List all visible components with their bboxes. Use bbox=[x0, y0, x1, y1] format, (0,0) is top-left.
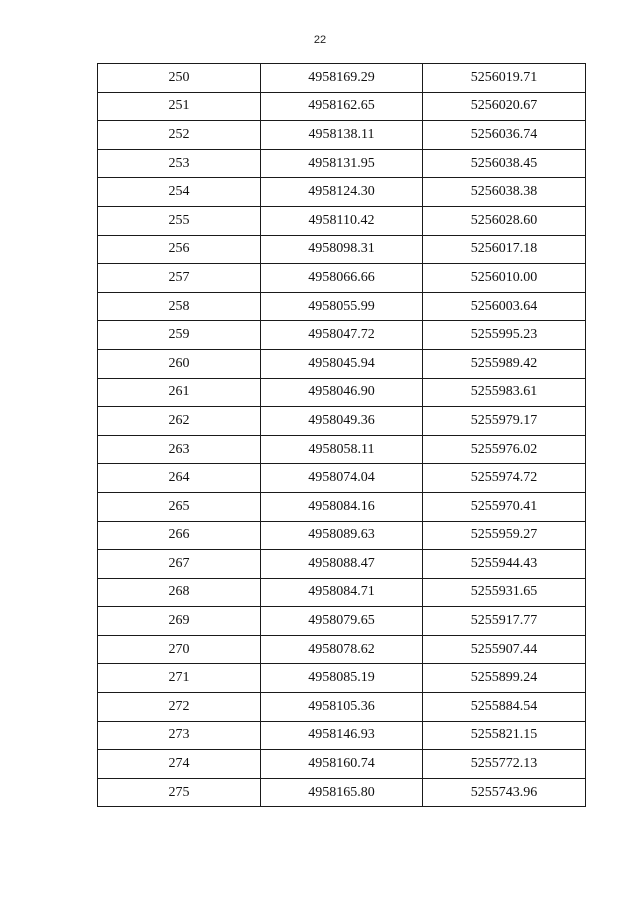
y-coordinate-cell: 5256003.64 bbox=[423, 292, 586, 321]
point-number-cell: 264 bbox=[98, 464, 261, 493]
y-coordinate-cell: 5255884.54 bbox=[423, 693, 586, 722]
x-coordinate-cell: 4958047.72 bbox=[261, 321, 423, 350]
table-row bbox=[98, 607, 586, 636]
y-coordinate-cell: 5256020.67 bbox=[423, 92, 586, 121]
y-coordinate-cell: 5255989.42 bbox=[423, 349, 586, 378]
table-row bbox=[98, 750, 586, 779]
x-coordinate-cell: 4958165.80 bbox=[261, 778, 423, 807]
point-number-cell: 270 bbox=[98, 635, 261, 664]
point-number-cell: 262 bbox=[98, 407, 261, 436]
x-coordinate-cell: 4958058.11 bbox=[261, 435, 423, 464]
y-coordinate-cell: 5255974.72 bbox=[423, 464, 586, 493]
y-coordinate-cell: 5255931.65 bbox=[423, 578, 586, 607]
table-row bbox=[98, 407, 586, 436]
point-number-cell: 266 bbox=[98, 521, 261, 550]
point-number-cell: 255 bbox=[98, 206, 261, 235]
y-coordinate-cell: 5255772.13 bbox=[423, 750, 586, 779]
y-coordinate-cell: 5255983.61 bbox=[423, 378, 586, 407]
point-number-cell: 259 bbox=[98, 321, 261, 350]
point-number-cell: 252 bbox=[98, 121, 261, 150]
x-coordinate-cell: 4958084.16 bbox=[261, 492, 423, 521]
table-row bbox=[98, 693, 586, 722]
point-number-cell: 256 bbox=[98, 235, 261, 264]
point-number-cell: 251 bbox=[98, 92, 261, 121]
point-number-cell: 267 bbox=[98, 550, 261, 579]
x-coordinate-cell: 4958084.71 bbox=[261, 578, 423, 607]
table-row bbox=[98, 378, 586, 407]
point-number-cell: 261 bbox=[98, 378, 261, 407]
y-coordinate-cell: 5255743.96 bbox=[423, 778, 586, 807]
x-coordinate-cell: 4958079.65 bbox=[261, 607, 423, 636]
x-coordinate-cell: 4958110.42 bbox=[261, 206, 423, 235]
point-number-cell: 253 bbox=[98, 149, 261, 178]
x-coordinate-cell: 4958131.95 bbox=[261, 149, 423, 178]
point-number-cell: 274 bbox=[98, 750, 261, 779]
point-number-cell: 265 bbox=[98, 492, 261, 521]
y-coordinate-cell: 5255970.41 bbox=[423, 492, 586, 521]
x-coordinate-cell: 4958055.99 bbox=[261, 292, 423, 321]
y-coordinate-cell: 5255821.15 bbox=[423, 721, 586, 750]
table-row bbox=[98, 264, 586, 293]
point-number-cell: 272 bbox=[98, 693, 261, 722]
x-coordinate-cell: 4958089.63 bbox=[261, 521, 423, 550]
y-coordinate-cell: 5256038.45 bbox=[423, 149, 586, 178]
table-row bbox=[98, 149, 586, 178]
y-coordinate-cell: 5255907.44 bbox=[423, 635, 586, 664]
y-coordinate-cell: 5255917.77 bbox=[423, 607, 586, 636]
y-coordinate-cell: 5255899.24 bbox=[423, 664, 586, 693]
point-number-cell: 257 bbox=[98, 264, 261, 293]
x-coordinate-cell: 4958045.94 bbox=[261, 349, 423, 378]
table-row bbox=[98, 492, 586, 521]
y-coordinate-cell: 5256036.74 bbox=[423, 121, 586, 150]
x-coordinate-cell: 4958138.11 bbox=[261, 121, 423, 150]
table-row bbox=[98, 778, 586, 807]
table-row bbox=[98, 235, 586, 264]
table-row bbox=[98, 206, 586, 235]
table-row bbox=[98, 664, 586, 693]
table-row bbox=[98, 92, 586, 121]
table-row bbox=[98, 349, 586, 378]
point-number-cell: 263 bbox=[98, 435, 261, 464]
coordinates-table-body bbox=[98, 64, 586, 807]
table-row bbox=[98, 578, 586, 607]
point-number-cell: 271 bbox=[98, 664, 261, 693]
y-coordinate-cell: 5255959.27 bbox=[423, 521, 586, 550]
x-coordinate-cell: 4958098.31 bbox=[261, 235, 423, 264]
table-row bbox=[98, 64, 586, 93]
x-coordinate-cell: 4958105.36 bbox=[261, 693, 423, 722]
y-coordinate-cell: 5256019.71 bbox=[423, 64, 586, 93]
coordinates-table bbox=[97, 63, 586, 807]
page-number: 22 bbox=[313, 34, 327, 46]
x-coordinate-cell: 4958049.36 bbox=[261, 407, 423, 436]
y-coordinate-cell: 5256028.60 bbox=[423, 206, 586, 235]
point-number-cell: 275 bbox=[98, 778, 261, 807]
table-row bbox=[98, 521, 586, 550]
table-row bbox=[98, 178, 586, 207]
point-number-cell: 258 bbox=[98, 292, 261, 321]
x-coordinate-cell: 4958085.19 bbox=[261, 664, 423, 693]
y-coordinate-cell: 5255944.43 bbox=[423, 550, 586, 579]
table-row bbox=[98, 464, 586, 493]
table-row bbox=[98, 321, 586, 350]
x-coordinate-cell: 4958088.47 bbox=[261, 550, 423, 579]
y-coordinate-cell: 5256010.00 bbox=[423, 264, 586, 293]
x-coordinate-cell: 4958046.90 bbox=[261, 378, 423, 407]
point-number-cell: 273 bbox=[98, 721, 261, 750]
y-coordinate-cell: 5256038.38 bbox=[423, 178, 586, 207]
table-row bbox=[98, 121, 586, 150]
x-coordinate-cell: 4958066.66 bbox=[261, 264, 423, 293]
x-coordinate-cell: 4958078.62 bbox=[261, 635, 423, 664]
table-row bbox=[98, 635, 586, 664]
x-coordinate-cell: 4958162.65 bbox=[261, 92, 423, 121]
table-row bbox=[98, 292, 586, 321]
y-coordinate-cell: 5255976.02 bbox=[423, 435, 586, 464]
point-number-cell: 268 bbox=[98, 578, 261, 607]
point-number-cell: 250 bbox=[98, 64, 261, 93]
x-coordinate-cell: 4958160.74 bbox=[261, 750, 423, 779]
y-coordinate-cell: 5255995.23 bbox=[423, 321, 586, 350]
x-coordinate-cell: 4958169.29 bbox=[261, 64, 423, 93]
table-row bbox=[98, 550, 586, 579]
point-number-cell: 254 bbox=[98, 178, 261, 207]
y-coordinate-cell: 5256017.18 bbox=[423, 235, 586, 264]
table-row bbox=[98, 435, 586, 464]
x-coordinate-cell: 4958074.04 bbox=[261, 464, 423, 493]
y-coordinate-cell: 5255979.17 bbox=[423, 407, 586, 436]
table-row bbox=[98, 721, 586, 750]
x-coordinate-cell: 4958124.30 bbox=[261, 178, 423, 207]
x-coordinate-cell: 4958146.93 bbox=[261, 721, 423, 750]
point-number-cell: 269 bbox=[98, 607, 261, 636]
point-number-cell: 260 bbox=[98, 349, 261, 378]
